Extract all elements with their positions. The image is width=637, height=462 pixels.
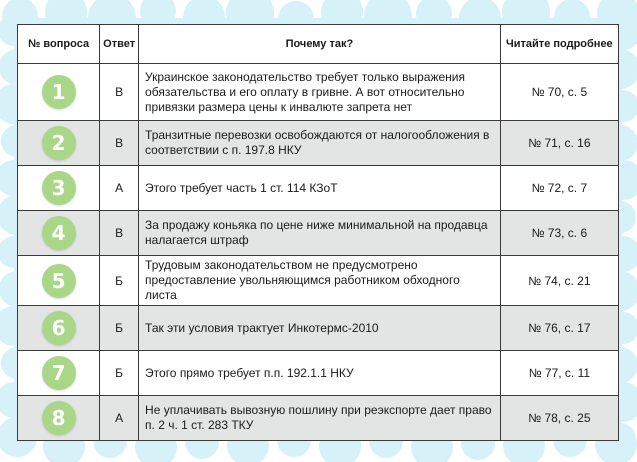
- answer-cell: Б: [100, 256, 139, 306]
- header-read-more: Читайте подробнее: [500, 25, 618, 64]
- question-number-cell: [18, 64, 100, 121]
- table-row: [18, 256, 619, 306]
- answer-cell: А: [100, 396, 139, 441]
- table-row: [18, 351, 619, 396]
- table-row: [18, 166, 619, 211]
- reference-cell: № 72, с. 7: [500, 166, 618, 211]
- explanation-cell: Так эти условия трактует Инкотермс-2010: [139, 306, 501, 351]
- explanation-cell: Украинское законодательство требует только выражения обязательства и его оплату в гривне. А вот относительно привязки размера цены к инвалюте запрета нет: [139, 64, 501, 121]
- question-number-cell: [18, 256, 100, 306]
- reference-cell: № 70, с. 5: [500, 64, 618, 121]
- question-number-cell: [18, 121, 100, 166]
- question-number-cell: [18, 306, 100, 351]
- question-number-badge: 6: [42, 311, 76, 345]
- question-number-badge: 2: [42, 126, 76, 160]
- answer-cell: В: [100, 211, 139, 256]
- answer-cell: Б: [100, 351, 139, 396]
- reference-cell: № 74, с. 21: [500, 256, 618, 306]
- question-number-badge: 8: [42, 401, 76, 435]
- question-number-cell: [18, 166, 100, 211]
- table-row: [18, 121, 619, 166]
- question-number-badge: 1: [42, 75, 76, 109]
- header-answer: Ответ: [100, 25, 139, 64]
- explanation-cell: За продажу коньяка по цене ниже минимальной на продавца налагается штраф: [139, 211, 501, 256]
- explanation-cell: Транзитные перевозки освобождаются от налогообложения в соответствии с п. 197.8 НКУ: [139, 121, 501, 166]
- table-row: [18, 306, 619, 351]
- table-row: [18, 64, 619, 121]
- header-why: Почему так?: [139, 25, 501, 64]
- question-number-cell: [18, 396, 100, 441]
- question-number-badge: 4: [42, 216, 76, 250]
- reference-cell: № 76, с. 17: [500, 306, 618, 351]
- question-number-badge: 7: [42, 356, 76, 390]
- answer-cell: Б: [100, 306, 139, 351]
- reference-cell: № 77, с. 11: [500, 351, 618, 396]
- reference-cell: № 71, с. 16: [500, 121, 618, 166]
- answers-table: [17, 24, 619, 441]
- question-number-badge: 5: [42, 264, 76, 298]
- question-number-cell: [18, 351, 100, 396]
- table-row: [18, 396, 619, 441]
- explanation-cell: Этого прямо требует п.п. 192.1.1 НКУ: [139, 351, 501, 396]
- explanation-cell: Этого требует часть 1 ст. 114 КЗоТ: [139, 166, 501, 211]
- explanation-cell: Не уплачивать вывозную пошлину при реэкспорте дает право п. 2 ч. 1 ст. 283 ТКУ: [139, 396, 501, 441]
- answer-cell: В: [100, 121, 139, 166]
- table-row: [18, 211, 619, 256]
- header-question-number: № вопроса: [18, 25, 100, 64]
- table-header-row: [18, 25, 619, 64]
- answer-cell: В: [100, 64, 139, 121]
- question-number-badge: 3: [42, 171, 76, 205]
- reference-cell: № 78, с. 25: [500, 396, 618, 441]
- question-number-cell: [18, 211, 100, 256]
- explanation-cell: Трудовым законодательством не предусмотрено предоставление увольняющимся работником обходного листа: [139, 256, 501, 306]
- reference-cell: № 73, с. 6: [500, 211, 618, 256]
- answer-cell: А: [100, 166, 139, 211]
